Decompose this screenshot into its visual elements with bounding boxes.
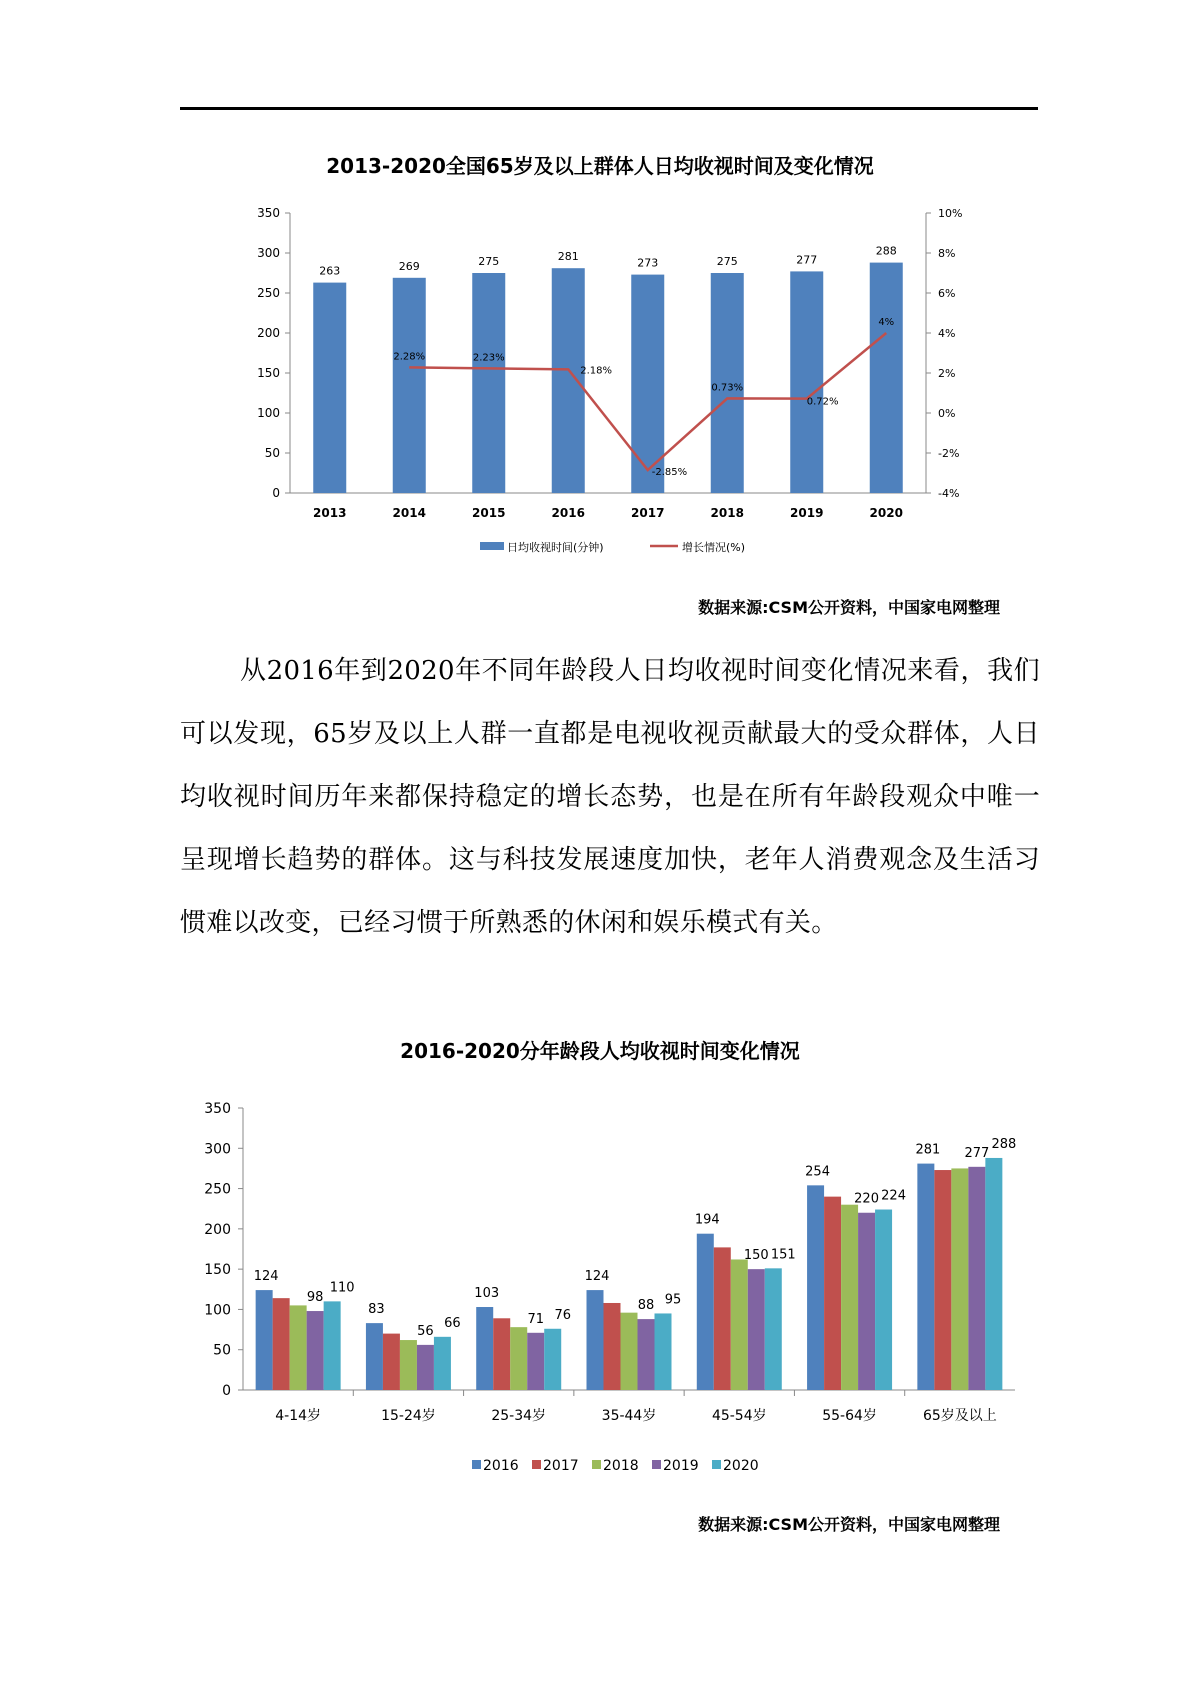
chart2-bar xyxy=(400,1340,417,1390)
chart2-legend-swatch xyxy=(472,1460,481,1469)
chart2-data-label: 150 xyxy=(743,1248,769,1264)
chart1-y-tick-label: 0 xyxy=(272,486,280,500)
chart1-title: 2013-2020全国65岁及以上群体人日均收视时间及变化情况 xyxy=(326,154,874,178)
chart2-y-tick-label: 150 xyxy=(204,1262,231,1279)
chart1-y-tick-label: 250 xyxy=(257,286,280,300)
body-paragraph: 从2016年到2020年不同年龄段人日均收视时间变化情况来看，我们可以发现，65岁及以上人群一直都是电视收视贡献最大的受众群体，人日均收视时间历年来都保持稳定的增长态势，也是在所有年龄段观众中唯一呈现增长趋势的群体。这与科技发展速度加快，老年人消费观念及生活习惯难以改变，已经习惯于所熟悉的休闲和娱乐模式有关。 xyxy=(180,656,1040,938)
chart2-bar xyxy=(807,1185,824,1390)
chart2-bar xyxy=(697,1234,714,1390)
chart2-bar xyxy=(638,1319,655,1390)
chart1-bar-label: 273 xyxy=(637,256,659,270)
chart2-data-label: 194 xyxy=(694,1212,720,1228)
chart1-bar xyxy=(472,273,505,493)
chart2-bar xyxy=(476,1307,493,1390)
chart2-data-label: 71 xyxy=(527,1311,544,1327)
chart2-y-tick-label: 200 xyxy=(204,1221,231,1238)
chart1-x-tick-label: 2014 xyxy=(392,506,426,520)
chart2-bar xyxy=(290,1305,307,1390)
chart2-y-tick-label: 300 xyxy=(204,1141,231,1158)
chart2-data-label: 224 xyxy=(881,1188,906,1204)
chart2-bar xyxy=(985,1158,1002,1390)
chart1-bar-label: 269 xyxy=(398,259,420,273)
chart2-data-label: 56 xyxy=(417,1323,434,1339)
chart1-legend-line-label: 增长情况(%) xyxy=(682,541,746,554)
chart2-bar xyxy=(748,1269,765,1390)
chart2-bar xyxy=(934,1170,951,1390)
chart2-bar xyxy=(493,1318,510,1390)
chart1-y-tick-label: 100 xyxy=(257,406,280,420)
chart1-bar-label: 277 xyxy=(796,253,818,267)
chart1-y2-tick-label: 0% xyxy=(938,407,956,420)
chart2-x-tick-label: 55-64岁 xyxy=(822,1408,877,1424)
chart1-bar-label: 275 xyxy=(478,255,500,268)
chart2-bar xyxy=(655,1313,672,1390)
header-rule xyxy=(180,107,1038,110)
chart2-legend-swatch xyxy=(592,1460,601,1469)
chart2-x-tick-label: 45-54岁 xyxy=(711,1408,767,1424)
chart1-y2-tick-label: -4% xyxy=(938,487,960,500)
chart2-y-tick-label: 100 xyxy=(204,1302,231,1319)
chart1-y-tick-label: 50 xyxy=(264,446,280,460)
chart1-bar-label: 263 xyxy=(319,264,341,278)
chart2-bar xyxy=(765,1268,782,1390)
chart2-data-label: 88 xyxy=(637,1298,655,1314)
chart2-bar xyxy=(587,1290,604,1390)
chart2-x-tick-label: 4-14岁 xyxy=(275,1408,322,1424)
chart2-bar xyxy=(841,1205,858,1390)
chart2-legend-swatch xyxy=(532,1460,541,1469)
chart2-x-tick-label: 65岁及以上 xyxy=(922,1408,997,1424)
chart2-bar xyxy=(917,1164,934,1390)
chart1-y-tick-label: 300 xyxy=(257,246,280,260)
chart1-y2-tick-label: -2% xyxy=(938,447,960,460)
chart2-svg xyxy=(0,1090,1200,1480)
chart2-legend-label: 2018 xyxy=(603,1458,639,1474)
chart2-bar xyxy=(951,1168,968,1390)
chart2-data-label: 288 xyxy=(991,1136,1017,1152)
chart2-x-tick-label: 35-44岁 xyxy=(601,1408,657,1424)
chart1-x-tick-label: 2018 xyxy=(710,506,744,520)
chart2-bar xyxy=(858,1213,875,1390)
chart2-y-tick-label: 250 xyxy=(204,1181,231,1198)
chart2-data-label: 151 xyxy=(770,1247,796,1263)
chart1-y-tick-label: 350 xyxy=(257,206,280,220)
chart2-legend-label: 2016 xyxy=(483,1458,519,1474)
chart2-data-label: 220 xyxy=(854,1191,879,1207)
chart1-x-tick-label: 2013 xyxy=(313,506,347,520)
chart1-y-tick-label: 150 xyxy=(257,366,280,380)
chart1-y2-tick-label: 2% xyxy=(938,367,956,380)
chart2-legend-label: 2020 xyxy=(723,1458,759,1474)
chart1-y-tick-label: 200 xyxy=(257,326,280,340)
chart2-bar xyxy=(510,1327,527,1390)
chart1-bar xyxy=(313,283,346,493)
chart2-bar xyxy=(527,1333,544,1390)
chart2-data-label: 95 xyxy=(664,1292,682,1308)
chart1-svg xyxy=(0,195,1200,565)
chart2-bar xyxy=(324,1301,341,1390)
chart2-legend-label: 2017 xyxy=(543,1458,579,1474)
chart1-line-label: 2.28% xyxy=(393,351,426,363)
chart1-line-label: -2.85% xyxy=(651,467,688,478)
chart2-y-tick-label: 0 xyxy=(222,1383,231,1399)
chart1-bar xyxy=(790,271,823,493)
chart2-legend-label: 2019 xyxy=(663,1458,699,1474)
chart2-bar xyxy=(875,1210,892,1390)
chart1-source: 数据来源:CSM公开资料，中国家电网整理 xyxy=(698,598,1000,617)
chart1-bar xyxy=(552,268,585,493)
chart1-x-tick-label: 2015 xyxy=(472,506,506,520)
chart2-bar xyxy=(621,1313,638,1390)
chart2-data-label: 281 xyxy=(915,1142,941,1158)
chart2-bar xyxy=(434,1337,451,1390)
chart2-y-tick-label: 350 xyxy=(204,1101,231,1117)
chart1-bar-label: 288 xyxy=(875,244,897,258)
chart2-data-label: 254 xyxy=(805,1164,830,1180)
chart1-legend-bar-label: 日均收视时间(分钟) xyxy=(507,541,604,554)
chart2-data-label: 124 xyxy=(253,1269,279,1285)
chart1-line-label: 0.72% xyxy=(806,396,839,408)
chart1-x-tick-label: 2019 xyxy=(790,506,824,520)
chart2-bar xyxy=(366,1323,383,1390)
chart2-data-label: 98 xyxy=(306,1290,324,1306)
chart2-data-label: 110 xyxy=(329,1280,355,1296)
chart1-legend-bar-swatch xyxy=(480,542,504,550)
chart2-data-label: 83 xyxy=(368,1302,385,1318)
chart1-bar xyxy=(393,278,426,493)
chart2-bar xyxy=(417,1345,434,1390)
chart1-x-tick-label: 2020 xyxy=(869,506,903,520)
chart1-bar-label: 281 xyxy=(557,250,579,264)
chart1-y2-tick-label: 4% xyxy=(938,327,956,340)
chart2-data-label: 277 xyxy=(964,1145,990,1161)
chart2-bar xyxy=(383,1334,400,1390)
chart2-bar xyxy=(544,1329,561,1390)
chart2-title: 2016-2020分年龄段人均收视时间变化情况 xyxy=(400,1039,800,1063)
chart2-y-tick-label: 50 xyxy=(213,1342,231,1359)
chart2-legend-swatch xyxy=(652,1460,661,1469)
chart2-bar xyxy=(731,1259,748,1390)
chart1-bar-label: 275 xyxy=(716,255,738,268)
chart1-y2-tick-label: 6% xyxy=(938,287,956,300)
chart2-data-label: 103 xyxy=(474,1286,500,1302)
chart2-bar xyxy=(714,1247,731,1390)
chart2-bar xyxy=(307,1311,324,1390)
chart2-data-label: 66 xyxy=(444,1315,461,1331)
chart2-x-tick-label: 25-34岁 xyxy=(491,1408,547,1424)
chart1-line-label: 2.18% xyxy=(580,365,613,377)
chart1-x-tick-label: 2016 xyxy=(551,506,585,520)
chart2-data-label: 76 xyxy=(554,1307,571,1323)
chart1-line-label: 0.73% xyxy=(711,382,744,394)
chart1-y2-tick-label: 10% xyxy=(938,207,963,220)
chart1-line-label: 2.23% xyxy=(472,352,505,364)
chart2-bar xyxy=(968,1167,985,1390)
chart2-data-label: 124 xyxy=(584,1269,610,1285)
chart1-y2-tick-label: 8% xyxy=(938,247,956,260)
chart2-x-tick-label: 15-24岁 xyxy=(381,1408,436,1424)
chart2-bar xyxy=(256,1290,273,1390)
chart2-bar xyxy=(604,1303,621,1390)
chart1-bar xyxy=(870,263,903,493)
chart2-legend-swatch xyxy=(712,1460,721,1469)
chart2-source: 数据来源:CSM公开资料，中国家电网整理 xyxy=(698,1515,1000,1534)
chart1-line-label: 4% xyxy=(878,317,895,328)
chart1-x-tick-label: 2017 xyxy=(631,506,665,520)
chart2-bar xyxy=(273,1298,290,1390)
chart2-bar xyxy=(824,1197,841,1390)
